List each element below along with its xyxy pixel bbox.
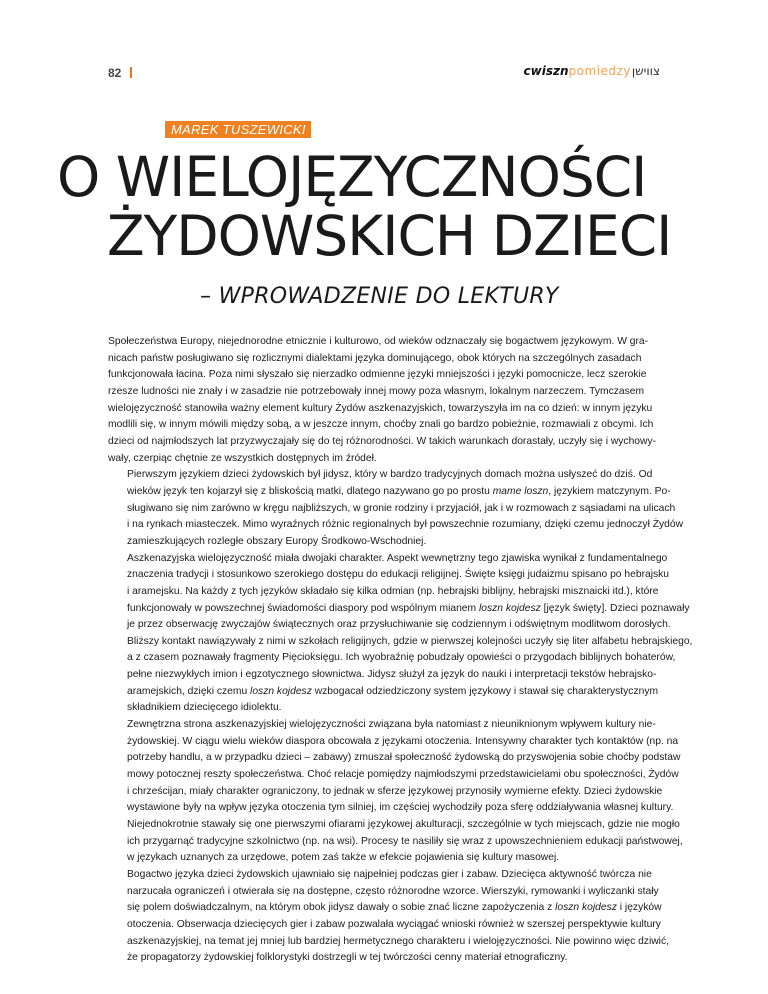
text-run: ich przygarnąć tradycyjne szkolnictwo (np. na wsi). Procesy te nasiliły się wraz z upowszechnieniem edukacji państwowej, (127, 835, 683, 847)
text-run: potrzeby handlu, a w przypadku dzieci – zabawy) zmuszał społeczność żydowską do przyswojenia sobie choćby podstaw (127, 752, 681, 764)
text-line (108, 700, 660, 717)
text-line (108, 784, 663, 801)
text-run: nicach państw posługiwano się rozlicznymi dialektami języka dominującego, obok których na szczególnych zasadach (108, 352, 642, 364)
page-number-divider (130, 67, 132, 78)
text-run: i chrześcijan, miały charakter ograniczony, to jednak w sferze językowej przynosiły wymierne efekty. Dzieci żydowskie (127, 785, 663, 797)
text-line (108, 900, 660, 917)
text-line (108, 734, 679, 751)
italic-term: loszn kojdesz (555, 902, 617, 914)
italic-term: loszn kojdesz (478, 602, 541, 614)
text-run: się polem doświadczalnym, na którym obok jidysz dawały o sobie znać liczne zapożyczenia z (127, 902, 556, 914)
text-run: i aramejsku. Na każdy z tych języków składało się kilka odmian (np. hebrajski biblijny, hebrajski misznaicki itd.), które (127, 585, 659, 597)
text-run: Społeczeństwa Europy, niejednorodne etnicznie i kulturowo, od wieków odznaczały się bogactwem językowym. W gra- (108, 336, 649, 347)
text-run: zamieszkujących rozległe obszary Europy Środkowo-Wschodniej. (127, 535, 427, 547)
text-line (108, 584, 660, 601)
text-line (108, 617, 671, 634)
page-number: 82 (108, 66, 122, 80)
text-line (108, 650, 676, 667)
text-run: funkcjonowała łacina. Poza nimi słyszało się nierzadko odmienne języki mniejszości i języki pomocnicze, lecz szerokie (108, 369, 647, 381)
text-run: je przez obserwację zwyczajów świątecznych oraz przysłuchiwanie się codziennym i odświętnym modlitwom dorosłych. (127, 619, 671, 631)
text-line (108, 551, 668, 568)
text-run: i języków (616, 902, 662, 914)
text-run: Aszkenazyjska wielojęzyczność miała dwojaki charakter. Aspekt wewnętrzny tego zjawiska wynikał z fundamentalnego (127, 552, 668, 564)
text-run: modlili się, w innym mówili między sobą, a w jeszcze innym, choćby znali go bardzo pobieżnie, rozmawiali z obcymi. Ich (108, 419, 654, 431)
title-line-1: O WIELOJĘZYCZNOŚCI (57, 145, 647, 209)
paragraph (108, 467, 684, 550)
text-run: składnikiem dziecięcego idiolektu. (127, 702, 282, 714)
text-run: wały, czerpiąc chętnie ze wszystkich dostępnych im źródeł. (108, 452, 377, 464)
text-line (108, 384, 660, 401)
article-title (57, 145, 672, 268)
paragraph (108, 867, 669, 967)
text-run: otoczenia. Obserwacja dziecięcych gier i zabaw pozwalała wyciągać wnioski również w szerszej perspektywie kultury (127, 918, 661, 930)
text-line (108, 451, 660, 468)
text-line (108, 884, 660, 901)
text-line (108, 684, 660, 701)
text-run: Bogactwo języka dzieci żydowskich ujawniało się najpełniej podczas gier i zabaw. Dziecięca aktywność twórcza nie (127, 869, 652, 880)
italic-term: mame loszn (492, 485, 549, 497)
text-run: Zewnętrzna strona aszkenazyjskiej wielojęzyczności związana była natomiast z nieuniknionym wpływem kultury nie- (127, 719, 656, 731)
text-run: sługiwano się nim zarówno w kręgu najbliższych, w gronie rodziny i przyjaciół, jak i w rozmowach z sąsiadami na ulicach (127, 502, 676, 514)
text-line (108, 351, 660, 368)
text-line (108, 601, 690, 618)
text-line (108, 567, 670, 584)
text-run: Bliższy kontakt nawiązywały z nimi w szkołach religijnych, gdzie w pierwszej kolejności uczyły się liter alfabetu hebrajskiego, (127, 635, 693, 647)
text-run: żydowskiej. W ciągu wielu wieków diaspora obcowała z językami otoczenia. Intensywny charakter tych kontaktów (np. na (127, 735, 679, 747)
paragraph (108, 717, 683, 867)
title-line-2: ŻYDOWSKICH DZIECI (107, 204, 672, 268)
paragraph (108, 551, 693, 718)
text-run: a z czasem poznawały fragmenty Pięcioksięgu. Ich wyobraźnię pobudzały opowieści o przygodach biblijnych bohaterów, (127, 652, 676, 664)
text-line (108, 534, 660, 551)
text-line (108, 334, 660, 351)
text-run: wystawione były na wpływ języka otoczenia tym silniej, im częściej wychodziły poza sferę oddziaływania własnej kultury. (127, 802, 674, 814)
text-run: pełne niezwykłych imion i egzotycznego słownictwa. Jidysz służył za język do nauki i interpretacji tekstów hebrajsko- (127, 669, 657, 681)
author-label: MAREK TUSZEWICKI (165, 121, 311, 138)
text-line (108, 950, 660, 967)
text-line (108, 517, 684, 534)
italic-term: loszn kojdesz (250, 685, 312, 697)
text-run: funkcjonowały w powszechnej świadomości diaspory pod wspólnym mianem (127, 602, 479, 614)
text-run: wzbogacał odziedziczony system językowy i stawał się charakterystycznym (311, 685, 659, 697)
article-subtitle: – WPROWADZENIE DO LEKTURY (200, 284, 559, 309)
text-line (108, 767, 679, 784)
text-line (108, 417, 660, 434)
text-line (108, 484, 671, 501)
text-line (108, 434, 660, 451)
text-line (108, 867, 660, 884)
text-run: i na rynkach miasteczek. Mimo wyraźnych różnic regionalnych był powszechnie rozumiany, dzięki czemu jednoczył Żydów (127, 519, 684, 531)
text-run: aramejskich, dzięki czemu (127, 685, 251, 697)
text-run: dzieci od najmłodszych lat przyzwyczajały się do tej różnorodności. W takich warunkach dorastały, uczyły się i wychowy- (108, 435, 657, 447)
text-line (108, 834, 683, 851)
text-line (108, 634, 693, 651)
text-line (108, 401, 660, 418)
text-line (108, 917, 660, 934)
text-line (108, 750, 681, 767)
text-line (108, 367, 660, 384)
text-run: że propagatorzy żydowskiej folklorystyki dostrzegli w tej twórczości cenny materiał etnograficzny. (127, 952, 568, 964)
text-line (108, 467, 660, 484)
masthead-middle: pomiedzy (568, 64, 631, 78)
text-line (108, 501, 676, 518)
text-line (108, 667, 660, 684)
text-run: rzesze ludności nie znały i w zasadzie nie potrzebowały innej mowy poza własnym, lokalnym narzeczem. Tymczasem (108, 385, 645, 397)
text-line (108, 850, 660, 867)
text-run: wieków język ten kojarzył się z bliskością matki, dlatego nazywano go po prostu (127, 485, 493, 497)
text-run: mowy potocznej reszty społeczeństwa. Choć relacje pomiędzy najmłodszymi przedstawicielami obu społeczności, Żydów (127, 769, 679, 781)
masthead-logo (524, 64, 661, 78)
text-line (108, 800, 674, 817)
masthead-brand: cwiszn (523, 64, 569, 78)
text-line (108, 717, 660, 734)
text-run: narzucała ograniczeń i otwierała się na dostępne, często różnorodne wzorce. Wierszyki, rymowanki i wyliczanki stały (127, 885, 659, 897)
text-run: Niejednokrotnie stawały się one pierwszymi ofiarami językowej akulturacji, szczególnie w tych miejscach, gdzie nie mogło (127, 819, 680, 831)
article-body (108, 334, 693, 967)
text-run: Pierwszym językiem dzieci żydowskich był jidysz, który w bardzo tradycyjnych domach można usłyszeć do dziś. Od (127, 469, 653, 481)
text-run: aszkenazyjskiej, na temat jej mniej lub bardziej hermetycznego charakteru i wielojęzyczności. Nie powinno więc dziwić, (127, 935, 669, 947)
text-run: w językach uznanych za urzędowe, potem zaś także w efekcie pojawienia się kultury masowej. (127, 852, 560, 864)
text-run: znaczenia tradycji i stosunkowo szerokiego dostępu do edukacji religijnej. Święte księgi judaizmu spisano po hebrajsku (127, 569, 670, 581)
paragraph (108, 334, 660, 467)
text-run: , językiem matczynym. Po- (548, 485, 671, 497)
masthead-yiddish: צווישן (631, 64, 660, 78)
text-line (108, 817, 680, 834)
text-line (108, 934, 669, 951)
text-run: [język święty]. Dzieci poznawały (540, 602, 690, 614)
text-run: wielojęzyczność stanowiła ważny element kultury Żydów aszkenazyjskich, towarzyszyła im na co dzień: w innym języku (108, 402, 653, 414)
